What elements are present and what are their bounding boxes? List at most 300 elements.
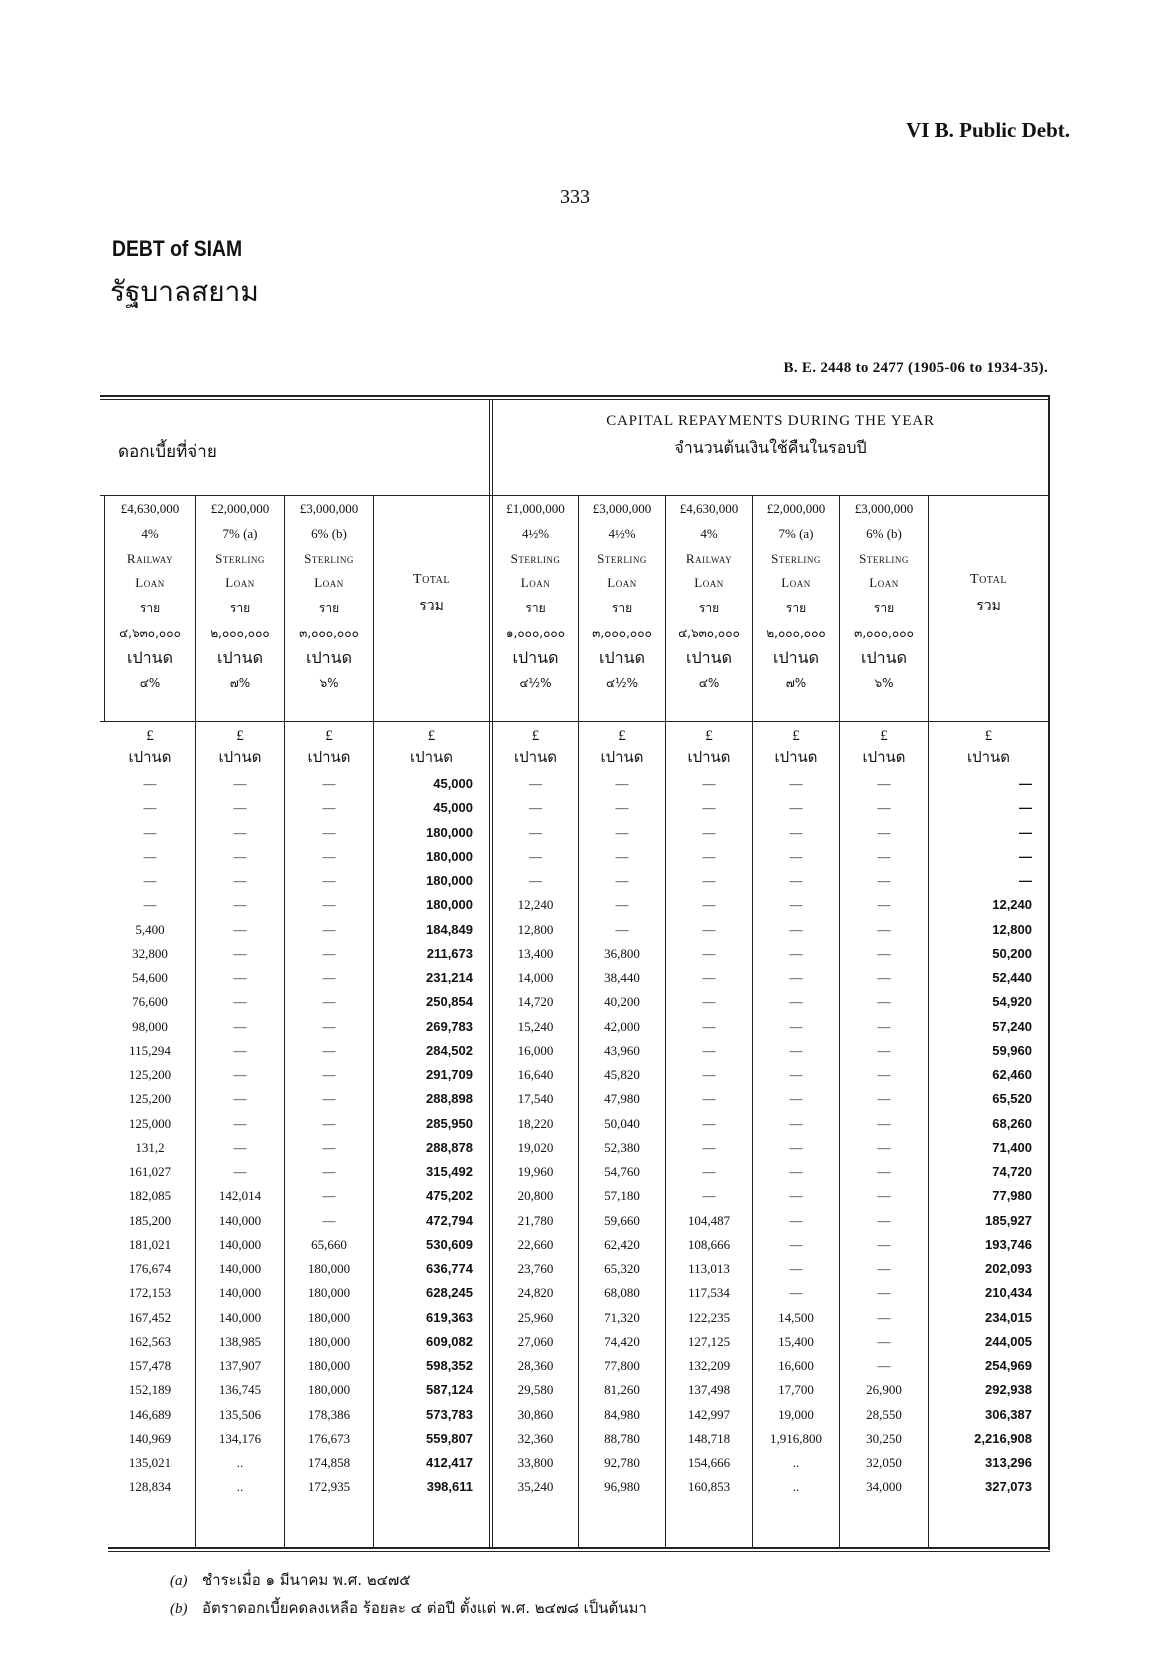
column-rate-thai: ๔½% bbox=[519, 675, 552, 690]
column-loan-amount: £1,000,000 bbox=[506, 501, 565, 516]
table-cell: — bbox=[233, 824, 247, 840]
table-cell: — bbox=[233, 945, 247, 961]
table-cell: 125,000 bbox=[128, 1115, 172, 1131]
table-cell: 65,320 bbox=[604, 1261, 640, 1276]
table-cell: .. bbox=[792, 1455, 800, 1470]
table-cell: 176,673 bbox=[307, 1430, 351, 1446]
table-cell: 50,200 bbox=[992, 945, 1032, 961]
table-cell: 74,420 bbox=[604, 1333, 640, 1349]
table-cell: — bbox=[233, 800, 247, 816]
unit-pound-thai: เปานด bbox=[862, 748, 906, 766]
column-loan-word: Loan bbox=[607, 575, 637, 591]
table-cell: 47,980 bbox=[604, 1091, 640, 1107]
table-cell: 38,440 bbox=[604, 970, 640, 985]
table-cell: — bbox=[877, 1042, 891, 1058]
table-cell: 14,720 bbox=[517, 994, 554, 1010]
table-cell: 180,000 bbox=[307, 1382, 351, 1398]
table-cell: 140,969 bbox=[128, 1430, 172, 1446]
column-total-label-thai: รวม bbox=[976, 598, 1001, 614]
column-raai: ราย bbox=[785, 601, 807, 616]
table-cell: 231,214 bbox=[426, 970, 473, 985]
column-loan-type: Sterling bbox=[597, 550, 647, 566]
unit-pound-symbol: £ bbox=[236, 728, 244, 744]
unit-pound-symbol: £ bbox=[705, 728, 713, 744]
table-cell: 17,540 bbox=[517, 1091, 554, 1107]
column-raai: ราย bbox=[139, 601, 161, 616]
table-cell: 68,260 bbox=[992, 1115, 1032, 1131]
table-cell: — bbox=[143, 824, 157, 840]
table-cell: 530,609 bbox=[426, 1236, 473, 1252]
table-cell: 20,800 bbox=[517, 1188, 554, 1204]
column-loan-amount: £3,000,000 bbox=[299, 501, 359, 516]
table-cell: — bbox=[789, 873, 803, 888]
footnote-text: อัตราดอกเบี้ยคดลงเหลือ ร้อยละ ๔ ต่อปี ตั้งแต่ พ.ศ. ๒๔๗๘ เป็นต้นมา bbox=[202, 1599, 647, 1617]
table-cell: — bbox=[233, 970, 247, 985]
column-pound-thai: เปานด bbox=[773, 647, 819, 667]
table-cell: 28,550 bbox=[866, 1406, 902, 1422]
table-cell: 609,082 bbox=[426, 1333, 473, 1349]
table-cell: — bbox=[322, 1139, 336, 1155]
table-cell: 65,520 bbox=[992, 1091, 1032, 1107]
column-total-label: Total bbox=[970, 572, 1007, 587]
column-loan-amount: £2,000,000 bbox=[210, 501, 270, 516]
column-loan-word: Loan bbox=[869, 575, 899, 591]
table-cell: — bbox=[877, 800, 891, 816]
table-cell: 36,800 bbox=[604, 945, 640, 961]
table-cell: — bbox=[877, 1164, 891, 1179]
table-cell: — bbox=[877, 970, 891, 985]
unit-pound-thai: เปานด bbox=[774, 748, 818, 766]
table-cell: — bbox=[702, 873, 716, 888]
table-cell: — bbox=[702, 970, 716, 985]
table-cell: — bbox=[322, 1091, 336, 1107]
table-cell: — bbox=[615, 800, 629, 816]
table-cell: 57,240 bbox=[992, 1018, 1032, 1034]
capital-repayments-header: CAPITAL REPAYMENTS DURING THE YEAR bbox=[606, 413, 935, 429]
table-cell: — bbox=[233, 1115, 247, 1131]
table-cell: 27,060 bbox=[517, 1333, 554, 1349]
table-cell: 398,611 bbox=[426, 1479, 473, 1495]
column-interest-rate: 7% (a) bbox=[778, 525, 814, 541]
table-cell: 135,021 bbox=[128, 1455, 172, 1470]
table-cell: 28,360 bbox=[517, 1358, 554, 1373]
table-cell: — bbox=[615, 873, 629, 888]
table-cell: — bbox=[789, 1067, 803, 1082]
table-cell: — bbox=[789, 1018, 803, 1034]
table-cell: 19,000 bbox=[778, 1406, 814, 1422]
table-cell: 115,294 bbox=[129, 1042, 171, 1058]
table-cell: — bbox=[233, 897, 247, 913]
table-cell: — bbox=[702, 776, 716, 791]
table-cell: — bbox=[233, 921, 247, 937]
column-pound-thai: เปานด bbox=[217, 647, 263, 667]
table-cell: 559,807 bbox=[426, 1430, 473, 1446]
table-bottom-border-inner bbox=[108, 1551, 1050, 1552]
table-cell: — bbox=[702, 1139, 716, 1155]
table-cell: — bbox=[1019, 873, 1032, 888]
table-cell: 65,660 bbox=[311, 1236, 347, 1252]
table-cell: 288,878 bbox=[426, 1139, 473, 1155]
table-cell: — bbox=[877, 1091, 891, 1107]
table-cell: 45,000 bbox=[433, 776, 473, 791]
document-title: DEBT of SIAM bbox=[112, 236, 243, 261]
unit-pound-symbol: £ bbox=[880, 728, 888, 744]
footnote-text: ชำระเมื่อ ๑ มีนาคม พ.ศ. ๒๔๗๕ bbox=[202, 1571, 411, 1589]
table-top-border bbox=[100, 395, 1050, 397]
table-cell: — bbox=[529, 873, 542, 888]
table-cell: 269,783 bbox=[426, 1018, 473, 1034]
table-cell: 88,780 bbox=[604, 1430, 640, 1446]
table-cell: 13,400 bbox=[517, 945, 554, 961]
table-cell: 24,820 bbox=[517, 1285, 554, 1301]
table-cell: 142,997 bbox=[687, 1406, 731, 1422]
column-pound-thai: เปานด bbox=[686, 647, 732, 667]
table-cell: 54,920 bbox=[992, 994, 1032, 1010]
column-raai: ราย bbox=[873, 601, 895, 616]
table-cell: 71,400 bbox=[992, 1139, 1032, 1155]
table-cell: — bbox=[615, 824, 629, 840]
table-cell: 12,800 bbox=[517, 921, 554, 937]
unit-pound-thai: เปานด bbox=[687, 748, 731, 766]
table-cell: 125,200 bbox=[128, 1091, 172, 1107]
table-cell: — bbox=[322, 945, 336, 961]
table-cell: 180,000 bbox=[426, 873, 473, 888]
table-cell: — bbox=[877, 1018, 891, 1034]
column-pound-thai: เปานด bbox=[512, 647, 559, 667]
table-cell: 412,417 bbox=[426, 1455, 473, 1470]
table-cell: 254,969 bbox=[985, 1358, 1032, 1373]
table-cell: 598,352 bbox=[426, 1358, 473, 1373]
table-cell: 5,400 bbox=[135, 921, 165, 937]
table-cell: — bbox=[143, 800, 157, 816]
unit-pound-thai: เปานด bbox=[128, 748, 172, 766]
table-cell: — bbox=[789, 1139, 803, 1155]
column-loan-amount: £4,630,000 bbox=[679, 501, 739, 516]
table-cell: 30,860 bbox=[517, 1406, 554, 1422]
table-cell: — bbox=[702, 1042, 716, 1058]
table-cell: — bbox=[322, 897, 336, 913]
column-pound-thai: เปานด bbox=[127, 647, 173, 667]
table-cell: — bbox=[233, 1042, 247, 1058]
table-right-border bbox=[1048, 395, 1050, 1550]
column-loan-type: Sterling bbox=[215, 550, 265, 566]
column-rate-thai: ๔% bbox=[139, 675, 161, 690]
table-cell: 185,927 bbox=[985, 1212, 1032, 1228]
table-cell: — bbox=[789, 800, 803, 816]
column-total-label-thai: รวม bbox=[419, 598, 444, 614]
table-cell: 108,666 bbox=[687, 1236, 731, 1252]
table-cell: — bbox=[322, 824, 336, 840]
column-raai: ราย bbox=[525, 601, 546, 616]
table-cell: 180,000 bbox=[307, 1333, 351, 1349]
column-loan-amount-thai: ๓,๐๐๐,๐๐๐ bbox=[592, 626, 652, 640]
table-cell: 14,000 bbox=[517, 970, 554, 985]
table-cell: — bbox=[789, 1115, 803, 1131]
table-cell: 181,021 bbox=[128, 1236, 172, 1252]
column-loan-amount-thai: ๒,๐๐๐,๐๐๐ bbox=[766, 626, 826, 640]
column-loan-amount-thai: ๑,๐๐๐,๐๐๐ bbox=[505, 626, 566, 640]
column-loan-amount-thai: ๒,๐๐๐,๐๐๐ bbox=[210, 626, 270, 640]
column-total-label: Total bbox=[413, 572, 450, 587]
table-cell: — bbox=[877, 776, 891, 791]
table-bottom-border bbox=[108, 1547, 1050, 1549]
table-cell: 619,363 bbox=[426, 1309, 473, 1325]
table-cell: 315,492 bbox=[426, 1164, 473, 1179]
table-cell: — bbox=[322, 1067, 336, 1082]
table-cell: 184,849 bbox=[426, 921, 473, 937]
table-cell: — bbox=[877, 921, 891, 937]
table-cell: — bbox=[877, 1139, 891, 1155]
table-cell: — bbox=[529, 848, 542, 864]
table-cell: 306,387 bbox=[985, 1406, 1032, 1422]
table-cell: — bbox=[615, 776, 629, 791]
table-cell: 59,660 bbox=[604, 1212, 640, 1228]
table-cell: — bbox=[615, 921, 629, 937]
table-cell: 50,040 bbox=[604, 1115, 640, 1131]
table-cell: 57,180 bbox=[604, 1188, 640, 1204]
table-cell: 30,250 bbox=[866, 1430, 902, 1446]
table-cell: 14,500 bbox=[778, 1309, 814, 1325]
footnote-b bbox=[170, 1596, 647, 1620]
table-cell: 12,240 bbox=[992, 897, 1032, 913]
table-cell: 117,534 bbox=[688, 1285, 730, 1301]
column-pound-thai: เปานด bbox=[861, 647, 907, 667]
table-cell: — bbox=[1019, 776, 1032, 791]
column-interest-rate: 7% (a) bbox=[222, 525, 258, 541]
table-cell: 148,718 bbox=[687, 1430, 731, 1446]
table-cell: 180,000 bbox=[426, 897, 473, 913]
table-cell: — bbox=[702, 1018, 716, 1034]
table-cell: — bbox=[322, 1188, 336, 1204]
table-cell: 292,938 bbox=[985, 1382, 1032, 1398]
column-loan-type: Sterling bbox=[304, 550, 354, 566]
table-cell: 180,000 bbox=[307, 1309, 351, 1325]
table-cell: — bbox=[789, 1261, 803, 1276]
table-cell: — bbox=[702, 1067, 716, 1082]
table-cell: 59,960 bbox=[992, 1042, 1032, 1058]
header-separator-lower bbox=[100, 721, 1050, 722]
table-cell: — bbox=[615, 848, 629, 864]
table-cell: 92,780 bbox=[604, 1455, 640, 1470]
table-cell: 131,2 bbox=[135, 1139, 165, 1155]
table-cell: 62,420 bbox=[604, 1236, 640, 1252]
table-cell: 180,000 bbox=[307, 1285, 351, 1301]
table-cell: — bbox=[702, 945, 716, 961]
table-cell: 74,720 bbox=[992, 1164, 1032, 1179]
table-cell: 172,935 bbox=[307, 1479, 351, 1495]
table-cell: 140,000 bbox=[218, 1261, 262, 1276]
capital-repayments-header-thai: จำนวนต้นเงินใช้คืนในรอบปี bbox=[674, 438, 867, 457]
table-cell: — bbox=[1019, 800, 1032, 816]
table-cell: — bbox=[877, 1333, 891, 1349]
table-cell: 68,080 bbox=[604, 1285, 640, 1301]
table-cell: 23,760 bbox=[517, 1261, 554, 1276]
table-cell: 25,960 bbox=[517, 1309, 554, 1325]
footnote-a bbox=[170, 1568, 411, 1592]
table-cell: 135,506 bbox=[218, 1406, 262, 1422]
table-cell: — bbox=[529, 800, 542, 816]
table-cell: — bbox=[789, 921, 803, 937]
table-cell: 134,176 bbox=[218, 1430, 262, 1446]
table-cell: 32,050 bbox=[866, 1455, 902, 1470]
table-cell: 136,745 bbox=[218, 1382, 262, 1398]
table-cell: — bbox=[789, 1212, 803, 1228]
table-cell: 76,600 bbox=[132, 994, 168, 1010]
table-cell: — bbox=[233, 1018, 247, 1034]
unit-pound-thai: เปานด bbox=[307, 748, 351, 766]
table-cell: 17,700 bbox=[778, 1382, 814, 1398]
table-cell: 32,800 bbox=[132, 945, 168, 961]
table-cell: — bbox=[233, 1067, 247, 1082]
table-cell: — bbox=[877, 1067, 891, 1082]
table-cell: 161,027 bbox=[128, 1164, 172, 1179]
table-cell: 21,780 bbox=[517, 1212, 554, 1228]
table-cell: 180,000 bbox=[426, 848, 473, 864]
table-cell: — bbox=[789, 1236, 803, 1252]
column-loan-amount-thai: ๓,๐๐๐,๐๐๐ bbox=[299, 626, 359, 640]
table-cell: 138,985 bbox=[218, 1333, 262, 1349]
unit-pound-symbol: £ bbox=[531, 728, 540, 744]
table-cell: — bbox=[322, 994, 336, 1010]
table-cell: — bbox=[233, 1164, 247, 1179]
column-raai: ราย bbox=[318, 601, 340, 616]
table-cell: .. bbox=[236, 1479, 244, 1495]
table-cell: 291,709 bbox=[426, 1067, 473, 1082]
table-cell: 157,478 bbox=[128, 1358, 172, 1373]
table-cell: 636,774 bbox=[426, 1261, 473, 1276]
column-interest-rate: 4% bbox=[700, 525, 718, 541]
table-cell: — bbox=[702, 1115, 716, 1131]
table-cell: — bbox=[702, 1188, 716, 1204]
unit-pound-symbol: £ bbox=[792, 728, 800, 744]
column-raai: ราย bbox=[698, 601, 720, 616]
table-cell: 52,380 bbox=[604, 1139, 640, 1155]
column-interest-rate: 4½% bbox=[521, 525, 550, 541]
table-cell: — bbox=[143, 776, 157, 791]
table-cell: .. bbox=[236, 1455, 244, 1470]
table-cell: 43,960 bbox=[604, 1042, 640, 1058]
table-cell: .. bbox=[792, 1479, 800, 1495]
table-cell: 154,666 bbox=[687, 1455, 731, 1470]
table-cell: — bbox=[789, 1188, 803, 1204]
table-cell: — bbox=[1019, 848, 1032, 864]
table-cell: — bbox=[233, 873, 247, 888]
column-pound-thai: เปานด bbox=[599, 647, 645, 667]
table-cell: 182,085 bbox=[128, 1188, 172, 1204]
column-loan-amount-thai: ๔,๖๓๐,๐๐๐ bbox=[119, 626, 181, 640]
table-cell: 178,386 bbox=[307, 1406, 351, 1422]
table-cell: — bbox=[789, 1285, 803, 1301]
table-cell: — bbox=[233, 1091, 247, 1107]
table-cell: 132,209 bbox=[687, 1358, 731, 1373]
table-cell: — bbox=[877, 1188, 891, 1204]
table-cell: 122,235 bbox=[687, 1309, 731, 1325]
table-cell: — bbox=[233, 994, 247, 1010]
table-cell: 475,202 bbox=[426, 1188, 473, 1204]
column-rate-thai: ๖% bbox=[874, 675, 894, 690]
table-cell: 180,000 bbox=[307, 1358, 351, 1373]
table-cell: — bbox=[877, 1236, 891, 1252]
table-cell: 104,487 bbox=[687, 1212, 731, 1228]
table-cell: 77,800 bbox=[604, 1358, 640, 1373]
table-cell: — bbox=[877, 1115, 891, 1131]
table-cell: — bbox=[615, 897, 629, 913]
table-cell: — bbox=[877, 1285, 891, 1301]
table-cell: 19,960 bbox=[517, 1164, 554, 1179]
table-cell: 113,013 bbox=[688, 1261, 730, 1276]
table-cell: — bbox=[789, 848, 803, 864]
table-cell: 18,220 bbox=[517, 1115, 554, 1131]
table-cell: 174,858 bbox=[307, 1455, 351, 1470]
table-cell: 193,746 bbox=[985, 1236, 1032, 1252]
table-cell: 98,000 bbox=[132, 1018, 168, 1034]
table-cell: 244,005 bbox=[985, 1333, 1032, 1349]
table-cell: — bbox=[233, 1139, 247, 1155]
table-cell: — bbox=[789, 776, 803, 791]
column-loan-word: Loan bbox=[314, 575, 344, 591]
table-cell: 15,240 bbox=[517, 1018, 554, 1034]
unit-pound-thai: เปานด bbox=[409, 748, 454, 766]
table-cell: 45,000 bbox=[433, 800, 473, 816]
table-cell: 52,440 bbox=[992, 970, 1032, 985]
table-cell: 176,674 bbox=[128, 1261, 172, 1276]
unit-pound-symbol: £ bbox=[427, 728, 436, 744]
column-loan-type: Sterling bbox=[859, 550, 909, 566]
column-rate-thai: ๗% bbox=[785, 675, 807, 690]
table-cell: 472,794 bbox=[426, 1212, 473, 1228]
column-raai: ราย bbox=[229, 601, 251, 616]
table-cell: 140,000 bbox=[218, 1309, 262, 1325]
column-loan-amount: £3,000,000 bbox=[592, 501, 652, 516]
unit-pound-symbol: £ bbox=[325, 728, 333, 744]
column-loan-word: Loan bbox=[225, 575, 255, 591]
table-cell: 327,073 bbox=[985, 1479, 1032, 1495]
table-cell: — bbox=[789, 897, 803, 913]
table-cell: — bbox=[143, 873, 157, 888]
column-loan-amount-thai: ๓,๐๐๐,๐๐๐ bbox=[854, 626, 914, 640]
unit-pound-thai: เปานด bbox=[513, 748, 558, 766]
table-cell: — bbox=[702, 897, 716, 913]
column-loan-word: Loan bbox=[694, 575, 724, 591]
table-cell: — bbox=[702, 994, 716, 1010]
table-cell: — bbox=[322, 776, 336, 791]
table-cell: 16,000 bbox=[517, 1042, 554, 1058]
table-cell: — bbox=[789, 945, 803, 961]
table-cell: — bbox=[702, 848, 716, 864]
table-cell: 234,015 bbox=[985, 1309, 1032, 1325]
column-interest-rate: 4½% bbox=[608, 525, 636, 541]
table-cell: 162,563 bbox=[128, 1333, 172, 1349]
unit-pound-symbol: £ bbox=[146, 728, 154, 744]
table-cell: — bbox=[322, 970, 336, 985]
column-pound-thai: เปานด bbox=[306, 647, 352, 667]
table-cell: — bbox=[322, 1115, 336, 1131]
table-cell: 180,000 bbox=[307, 1261, 351, 1276]
table-cell: 146,689 bbox=[128, 1406, 172, 1422]
interest-paid-header: ดอกเบี้ยที่จ่าย bbox=[118, 442, 217, 462]
header-separator bbox=[100, 495, 1050, 496]
column-rate-thai: ๔% bbox=[698, 675, 720, 690]
column-loan-amount: £2,000,000 bbox=[766, 501, 826, 516]
table-cell: 62,460 bbox=[992, 1067, 1032, 1082]
column-raai: ราย bbox=[611, 601, 633, 616]
column-loan-amount: £4,630,000 bbox=[120, 501, 180, 516]
table-cell: 140,000 bbox=[218, 1285, 262, 1301]
column-loan-type: Railway bbox=[685, 550, 733, 566]
table-cell: 81,260 bbox=[604, 1382, 640, 1398]
table-cell: — bbox=[529, 824, 542, 840]
table-cell: — bbox=[877, 873, 891, 888]
